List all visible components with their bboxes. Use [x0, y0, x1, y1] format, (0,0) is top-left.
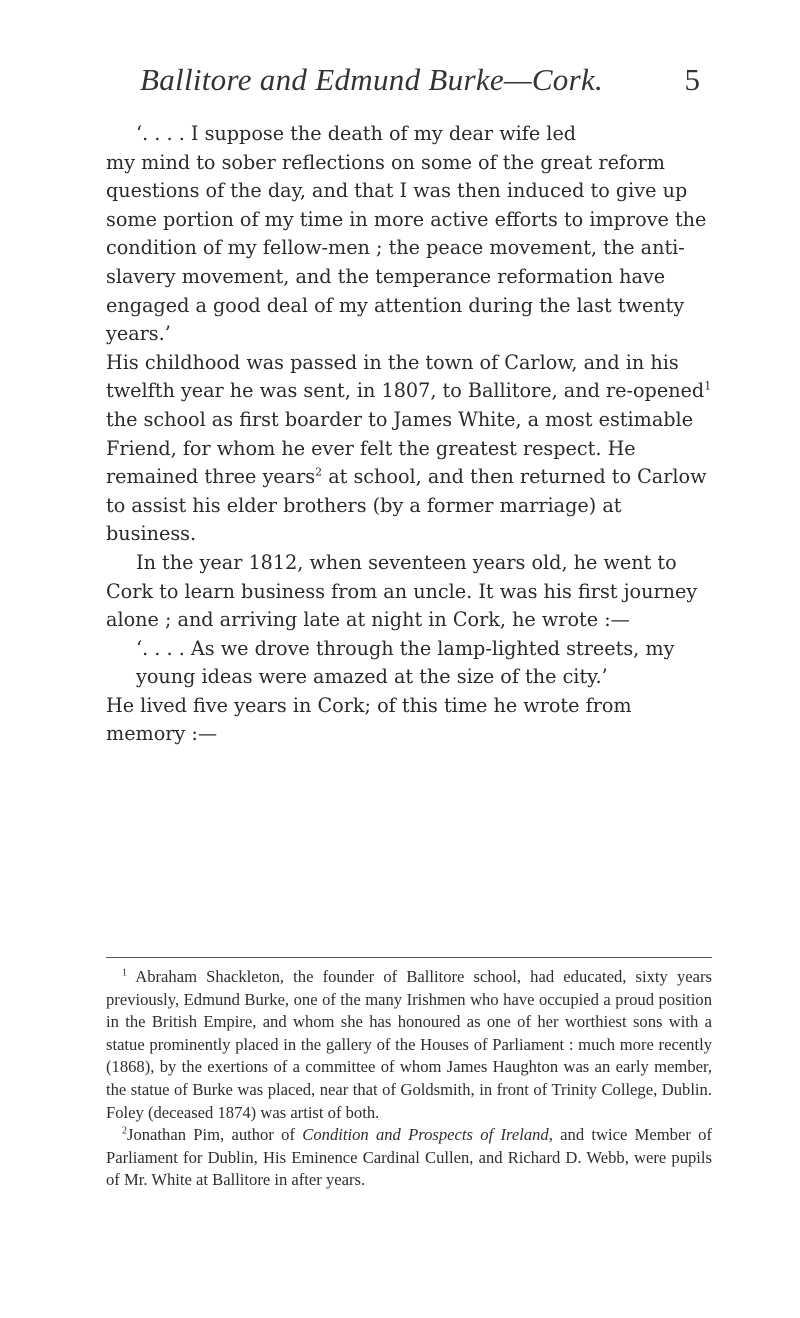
footnote-1-marker: 1	[122, 967, 127, 979]
footnote-divider	[106, 957, 712, 958]
footnote-2-text-a: Jonathan Pim, author of	[127, 1125, 303, 1145]
running-title: Ballitore and Edmund Burke—Cork.	[140, 62, 604, 97]
footnotes	[106, 966, 712, 1192]
footnote-2	[106, 1124, 712, 1192]
quote-lamp-lighted: ‘. . . . As we drove through the lamp-lighted streets, my young ideas were amazed at the size of the city.’	[136, 636, 675, 689]
footnote-1-text: Abraham Shackleton, the founder of Ballitore school, had educated, sixty years previously, Edmund Burke, one of the many Irishmen who have occupied a proud position in the British Empire, and whom she has honoured as one of her worthiest sons with a statue prominently placed in the gallery of the Houses of Parliament : much more recently (1868), by the exertions of a committee of whom James Haughton was an early member, the statue of Burke was placed, near that of Goldsmith, in front of Trinity College, Dublin. Foley (deceased 1874) was artist of both.	[106, 967, 712, 1122]
quote-opening-line: ‘. . . . I suppose the death of my dear wife led	[136, 122, 577, 145]
page-number: 5	[684, 62, 700, 97]
footnote-2-book-title: Condition and Prospects of Ireland	[302, 1125, 549, 1145]
paragraph-childhood-part-b: the school as first boarder to James White, a most estimable Friend, for whom he ever felt the greatest respect. He remained three years	[106, 407, 694, 489]
footnote-ref-1: 1	[704, 379, 712, 393]
paragraph-childhood-part-c: at school, and then returned to Carlow to assist his elder brothers (by a former marriage) at business.	[106, 465, 707, 546]
paragraph-childhood-part-a: His childhood was passed in the town of Carlow, and in his twelfth year he was sent, in 1807, to Ballitore, and re-opened	[106, 350, 705, 403]
main-text	[106, 120, 712, 749]
paragraph-memory: He lived five years in Cork; of this time he wrote from memory :—	[106, 693, 632, 746]
footnote-2-text-b: , and twice Member of Parliament for Dublin, His Eminence Cardinal Cullen, and Richard D. Webb, were pupils of Mr. White at Ballitore in after years.	[106, 1125, 712, 1190]
running-head	[140, 62, 700, 102]
paragraph-childhood	[106, 349, 712, 549]
footnote-1	[106, 966, 712, 1124]
footnote-ref-2: 2	[315, 465, 323, 479]
footnote-2-marker: 2	[122, 1125, 127, 1137]
paragraph-cork: In the year 1812, when seventeen years old, he went to Cork to learn business from an uncle. It was his first journey alone ; and arriving late at night in Cork, he wrote :—	[106, 550, 698, 632]
quote-continuation: my mind to sober reflections on some of the great reform questions of the day, and that I was then induced to give up some portion of my time in more active efforts to improve the condition of my fellow-men ; the peace movement, the anti-slavery movement, and the temperance reformation have engaged a good deal of my attention during the last twenty years.’	[106, 150, 707, 346]
